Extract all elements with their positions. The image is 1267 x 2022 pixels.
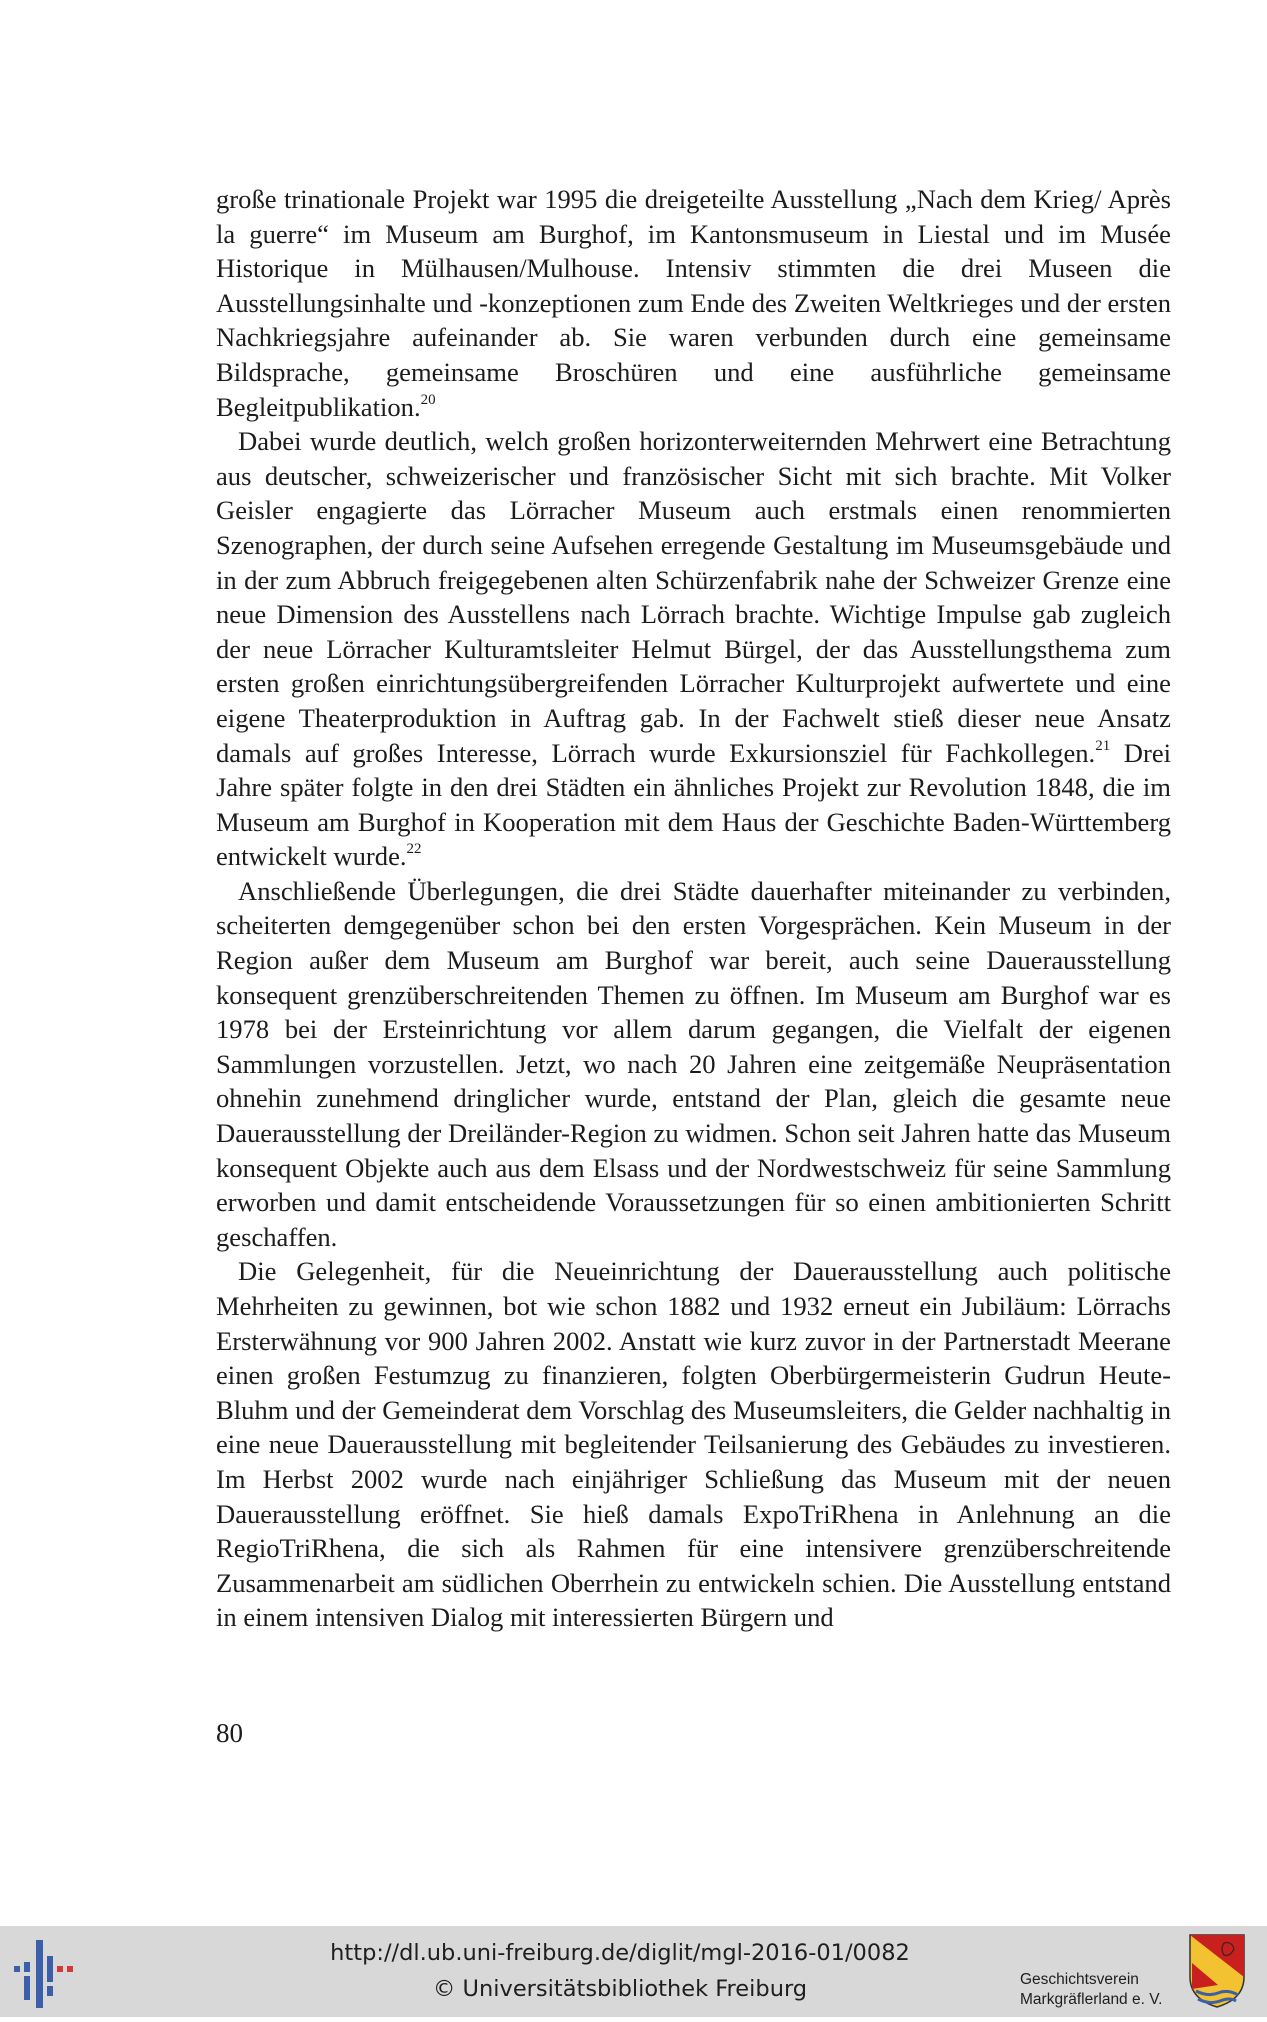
ub-freiburg-logo-icon[interactable] xyxy=(0,1926,80,2017)
footnote-marker[interactable]: 20 xyxy=(420,391,436,408)
text-run: Drei Jahre später folgte in den drei Städten ein ähnliches Projekt zur Revolution 1848, die im Museum am Burghof in Kooperation mit dem Haus der Geschichte Baden-Württemberg entwickelt wurde. xyxy=(216,737,1172,872)
text-run: große trinationale Projekt war 1995 die dreigeteilte Ausstellung „Nach dem Krieg/ Après la guerre“ im Museum am Burghof, im Kantonsmuseum in Liestal und im Musée Historique in Mülhausen/Mulhouse. Intensiv stimmten die drei Museen die Ausstellungsinhalte und -konzeptionen zum Ende des Zweiten Weltkrieges und der ersten Nachkriegsjahre aufeinander ab. Sie waren verbunden durch eine gemeinsame Bildsprache, gemeinsame Broschüren und eine ausführliche gemeinsame Begleitpublikation. xyxy=(216,184,1171,422)
footer-copyright: © Universitätsbibliothek Freiburg xyxy=(432,1976,808,2002)
text-run: Die Gelegenheit, für die Neueinrichtung der Dauerausstellung auch politische Mehrheiten zu gewinnen, bot wie schon 1882 und 1932 erneut ein Jubiläum: Lörrachs Ersterwähnung vor 900 Jahren 2002. Anstatt wie kurz zuvor in der Partnerstadt Meerane einen großen Festumzug zu finanzieren, folgten Oberbürgermeisterin Gudrun Heute-Bluhm und der Gemeinderat dem Vorschlag des Museumsleiters, die Gelder nachhaltig in eine neue Dauerausstellung mit begleitender Teilsanierung des Gebäudes zu investieren. Im Herbst 2002 wurde nach einjähriger Schließung das Museum mit der neuen Dauerausstellung eröffnet. Sie hieß damals ExpoTriRhena in Anlehnung an die RegioTriRhena, die sich als Rahmen für eine intensivere grenzüberschreitende Zusammenarbeit am südlichen Oberrhein zu entwickeln schien. Die Ausstellung entstand in einem intensiven Dialog mit interessierten Bürgern und xyxy=(216,1256,1171,1633)
body-paragraph xyxy=(216,182,1171,424)
footnote-marker[interactable]: 21 xyxy=(1095,737,1111,754)
page-body xyxy=(216,182,1171,1635)
coat-of-arms-icon xyxy=(1188,1933,1246,2009)
body-paragraph xyxy=(216,424,1171,874)
footnote-marker[interactable]: 22 xyxy=(406,841,422,858)
footer-url-link[interactable]: http://dl.ub.uni-freiburg.de/diglit/mgl-2016-01/0082 xyxy=(330,1940,910,1966)
body-paragraph xyxy=(216,1254,1171,1635)
society-name xyxy=(1020,1970,1190,2010)
text-run: Anschließende Überlegungen, die drei Städte dauerhafter miteinander zu verbinden, scheiterten demgegenüber schon bei den ersten Vorgesprächen. Kein Museum in der Region außer dem Museum am Burghof war bereit, auch seine Dauerausstellung konsequent grenzüberschreitenden Themen zu öffnen. Im Museum am Burghof war es 1978 bei der Ersteinrichtung vor allem darum gegangen, die Vielfalt der eigenen Sammlungen vorzustellen. Jetzt, wo nach 20 Jahren eine zeitgemäße Neupräsentation ohnehin zunehmend dringlicher wurde, entstand der Plan, gleich die gesamte neue Dauerausstellung der Dreiländer-Region zu widmen. Schon seit Jahren hatte das Museum konsequent Objekte auch aus dem Elsass und der Nordwestschweiz für seine Sammlung erworben und damit entscheidende Voraussetzungen für so einen ambitionierten Schritt geschaffen. xyxy=(216,875,1171,1252)
body-paragraph xyxy=(216,874,1171,1255)
page-number: 80 xyxy=(216,1718,243,1748)
society-line-2: Markgräflerland e. V. xyxy=(1020,1991,1163,2008)
society-line-1: Geschichtsverein xyxy=(1020,1971,1139,1988)
footer-bar xyxy=(0,1926,1267,2017)
text-run: Dabei wurde deutlich, welch großen horizonterweiternden Mehrwert eine Betrachtung aus deutscher, schweizerischer und französischer Sicht mit sich brachte. Mit Volker Geisler engagierte das Lörracher Museum auch erstmals einen renommierten Szenographen, der durch seine Aufsehen erregende Gestaltung im Museumsgebäude und in der zum Abbruch freigegebenen alten Schürzenfabrik nahe der Schweizer Grenze eine neue Dimension des Ausstellens nach Lörrach brachte. Wichtige Impulse gab zugleich der neue Lörracher Kulturamtsleiter Helmut Bürgel, der das Ausstellungsthema zum ersten großen einrichtungsübergreifenden Lörracher Kulturprojekt aufwertete und eine eigene Theaterproduktion in Auftrag gab. In der Fachwelt stieß dieser neue Ansatz damals auf großes Interesse, Lörrach wurde Exkursionsziel für Fachkollegen. xyxy=(216,426,1171,768)
